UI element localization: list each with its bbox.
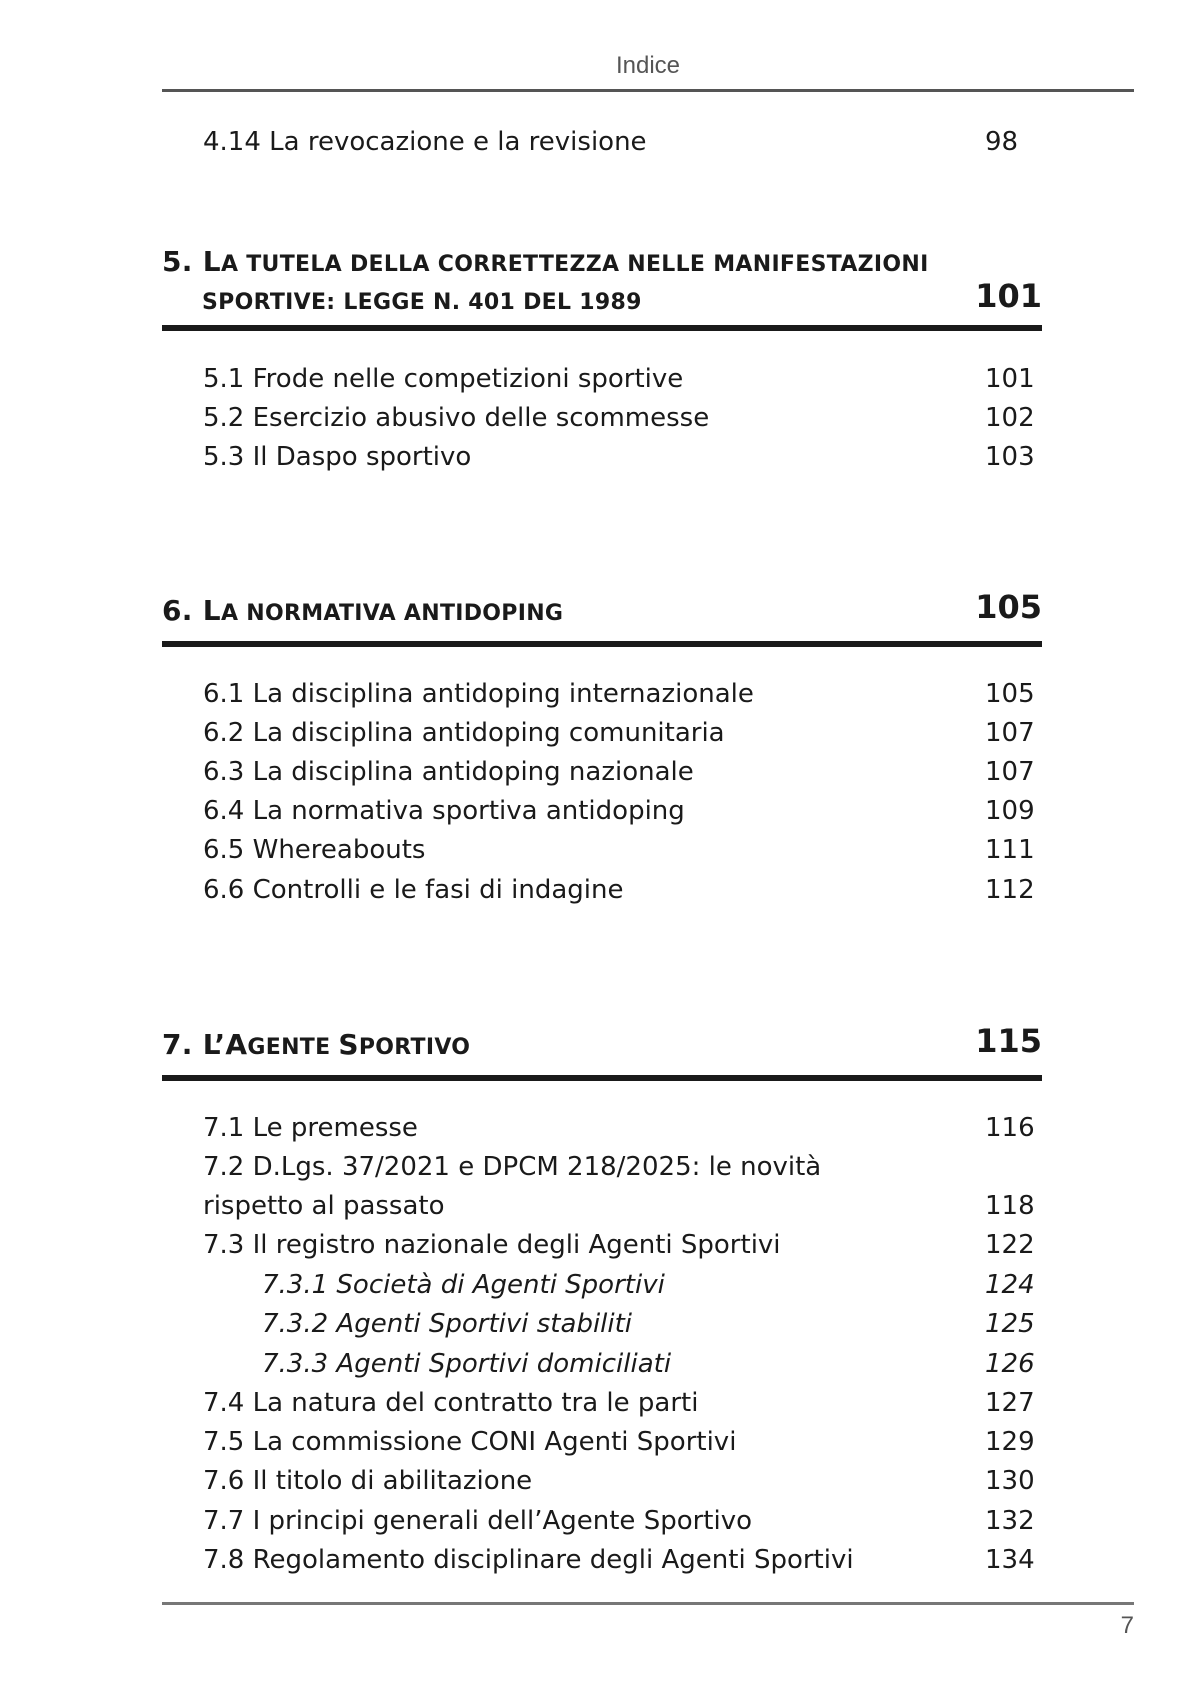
chapter-number: 6. [162,594,193,627]
chapter-rule [162,1075,1042,1081]
chapter-number: 7. [162,1028,193,1061]
toc-entry-label: 7.5 La commissione CONI Agenti Sportivi [203,1427,737,1457]
toc-entry-page: 103 [985,442,1035,472]
toc-entry-label: 7.3.1 Società di Agenti Sportivi [262,1270,665,1300]
chapter-title [162,1026,1042,1067]
toc-entry-page: 132 [985,1506,1035,1536]
chapter-title-line2: SPORTIVE: LEGGE N. 401 DEL 1989 [202,290,642,315]
chapter-page: 115 [975,1022,1042,1060]
toc-entry-page: 98 [985,127,1019,157]
toc-entry-label: 6.1 La disciplina antidoping internazionale [203,679,754,709]
chapter-heading-5[interactable] [162,243,1042,333]
chapter-heading-6[interactable] [162,588,1042,652]
chapter-page: 105 [975,588,1042,626]
chapter-heading-7[interactable] [162,1022,1042,1086]
toc-entry-page: 112 [985,875,1035,905]
toc-entry-page: 109 [985,796,1035,826]
toc-entry-page: 127 [985,1388,1035,1418]
toc-entry-label: 7.8 Regolamento disciplinare degli Agenti Sportivi [203,1545,854,1575]
toc-entry-label: rispetto al passato [203,1191,445,1221]
chapter-title-initial: L [202,245,221,278]
chapter-title [162,243,1042,322]
page-number: 7 [1120,1612,1134,1639]
chapter-title-smallcaps: A TUTELA DELLA CORRETTEZZA NELLE MANIFESTAZIONI [220,252,929,277]
chapter-number: 5. [162,245,193,278]
toc-entry-page: 122 [985,1230,1035,1260]
toc-entry-page: 105 [985,679,1035,709]
chapter-title-smallcaps: A NORMATIVA ANTIDOPING [220,601,564,626]
toc-entry-page: 129 [985,1427,1035,1457]
chapter-title-smallcaps: GENTE [247,1035,339,1060]
toc-entry-label: 7.6 Il titolo di abilitazione [203,1466,533,1496]
toc-entry-label: 7.3.2 Agenti Sportivi stabiliti [262,1309,633,1339]
chapter-rule [162,325,1042,331]
toc-entry-label: 7.7 I principi generali dell’Agente Sportivo [203,1506,753,1536]
footer-rule [162,1602,1134,1605]
chapter-title-initial: S [338,1028,359,1061]
toc-entry-page: 107 [985,757,1035,787]
chapter-rule [162,641,1042,647]
toc-entry-page: 126 [985,1349,1035,1379]
toc-entry-label: 4.14 La revocazione e la revisione [203,127,647,157]
toc-entry-label: 7.3.3 Agenti Sportivi domiciliati [262,1349,672,1379]
toc-entry-label: 5.2 Esercizio abusivo delle scommesse [203,403,710,433]
toc-entry-page: 116 [985,1113,1035,1143]
toc-entry-label: 6.6 Controlli e le fasi di indagine [203,875,624,905]
chapter-title-smallcaps: PORTIVO [358,1035,471,1060]
toc-entry-label: 5.1 Frode nelle competizioni sportive [203,364,684,394]
toc-entry-page: 111 [985,835,1035,865]
toc-entry-page: 134 [985,1545,1035,1575]
chapter-page: 101 [975,277,1042,315]
toc-entry-page: 124 [985,1270,1035,1300]
chapter-title-initial: L [202,594,221,627]
toc-entry-label: 7.3 Il registro nazionale degli Agenti Sportivi [203,1230,781,1260]
toc-entry-page: 101 [985,364,1035,394]
chapter-title-initial: L’A [202,1028,248,1061]
toc-entry-label: 6.4 La normativa sportiva antidoping [203,796,685,826]
chapter-title [162,592,1042,633]
toc-entry-page: 125 [985,1309,1035,1339]
toc-entry-label: 7.1 Le premesse [203,1113,418,1143]
toc-entry-label: 6.2 La disciplina antidoping comunitaria [203,718,725,748]
toc-entry-page: 130 [985,1466,1035,1496]
toc-entry-label: 7.2 D.Lgs. 37/2021 e DPCM 218/2025: le novità [203,1152,822,1182]
toc-entry-label: 6.5 Whereabouts [203,835,426,865]
toc-entry-label: 6.3 La disciplina antidoping nazionale [203,757,694,787]
running-header: Indice [615,52,681,79]
toc-entry-label: 7.4 La natura del contratto tra le parti [203,1388,699,1418]
toc-entry-label: 5.3 Il Daspo sportivo [203,442,472,472]
header-rule [162,89,1134,92]
toc-entry-page: 107 [985,718,1035,748]
toc-entry-page: 102 [985,403,1035,433]
toc-entry-page: 118 [985,1191,1035,1221]
